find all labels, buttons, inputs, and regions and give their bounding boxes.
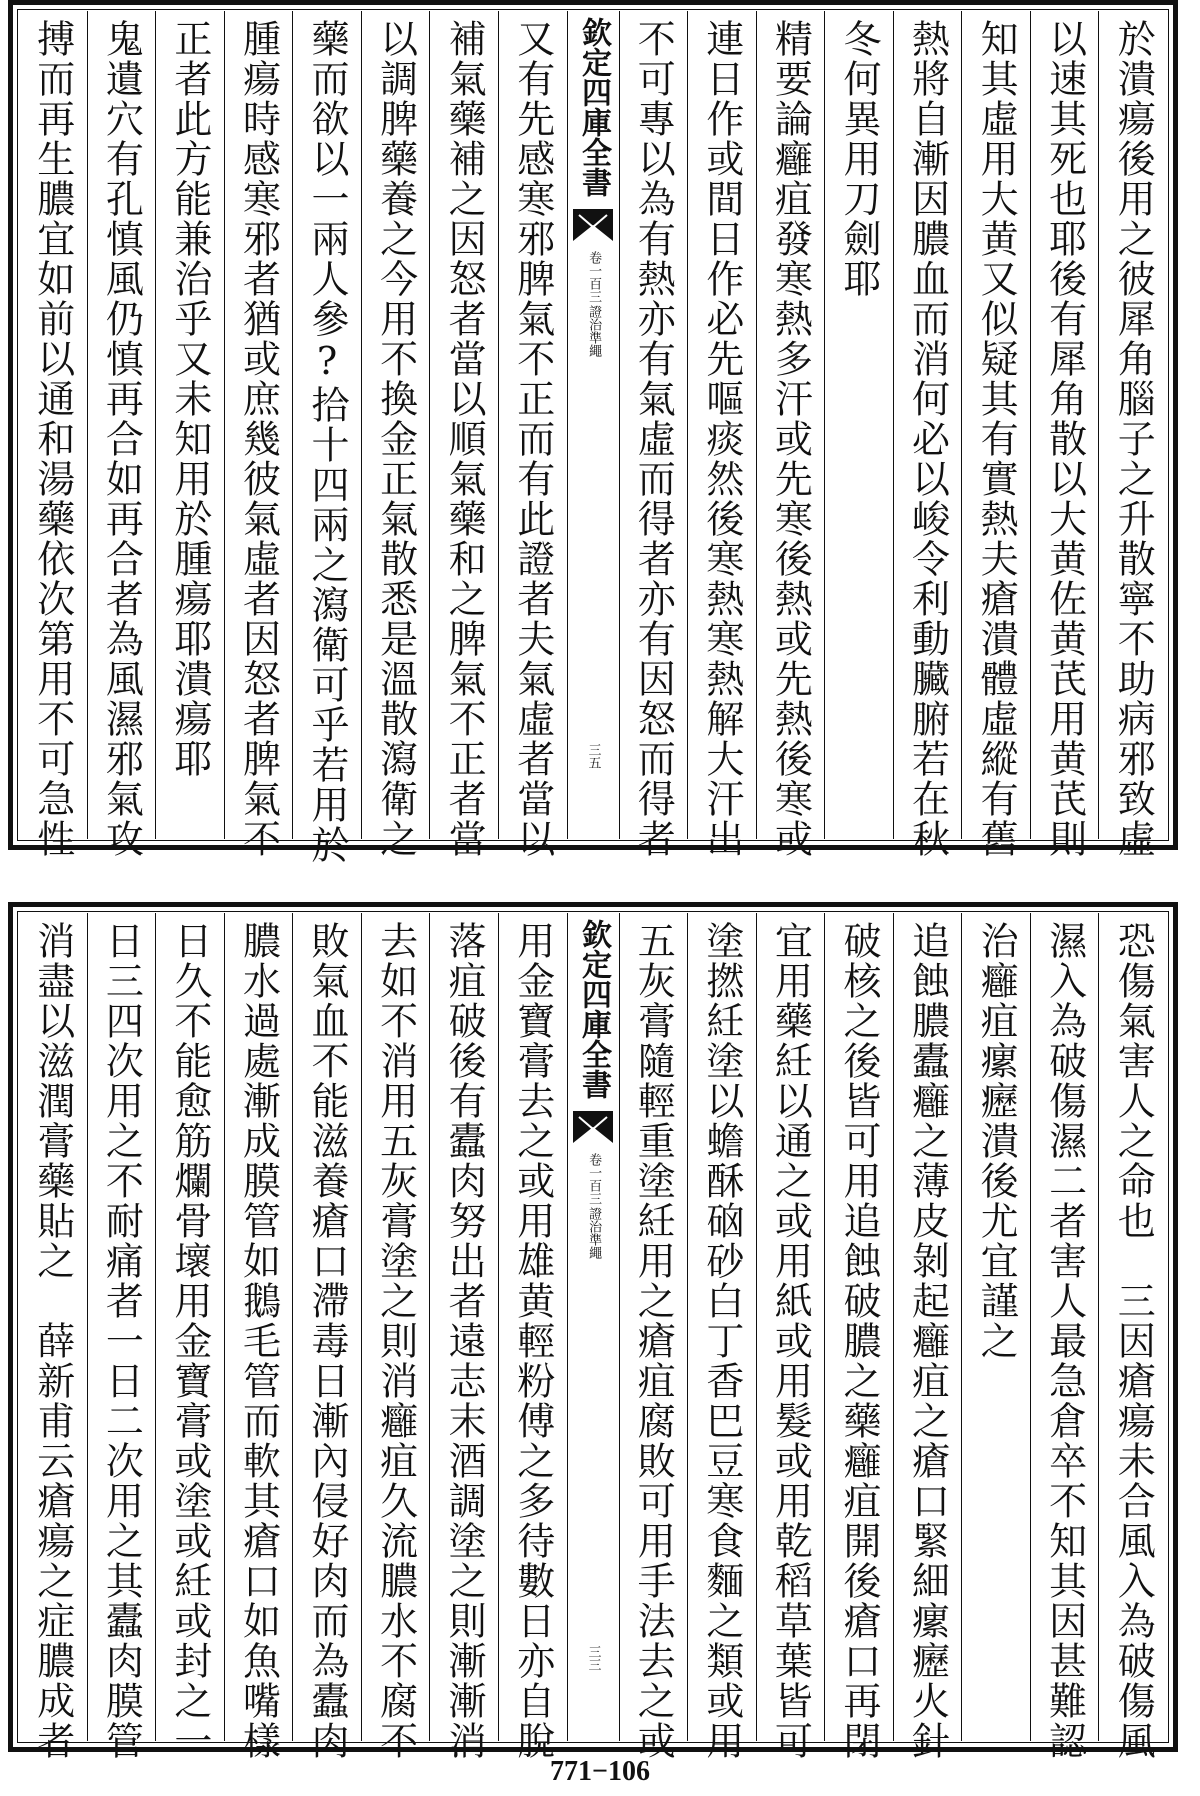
text-column xyxy=(893,11,962,859)
book-title: 欽定四庫全書 xyxy=(576,17,611,197)
column-text: 濕入為破傷濕二者害人最急倉卒不知其因甚難認 xyxy=(1042,921,1087,1761)
book-title: 欽定四庫全書 xyxy=(576,919,611,1099)
volume-label xyxy=(586,251,600,357)
volume-number: 卷一百三 xyxy=(586,251,602,303)
bottom-page xyxy=(8,902,1178,1761)
column-text: 治癰疽瘰癧潰後尤宜謹之 xyxy=(974,921,1019,1361)
text-column xyxy=(1098,11,1167,859)
text-column xyxy=(87,913,156,1761)
text-column xyxy=(1098,913,1167,1761)
text-column xyxy=(19,11,87,859)
text-column xyxy=(361,11,430,859)
column-text: 又有先感寒邪脾氣不正而有此證者夫氣虛者當以 xyxy=(510,19,555,859)
column-text: 知其虛用大黄又似疑其有實熱夫瘡潰體虛縱有舊 xyxy=(974,19,1019,859)
text-column xyxy=(893,913,962,1761)
text-column xyxy=(292,913,361,1761)
text-column xyxy=(498,913,567,1761)
column-text: 連日作或間日作必先嘔痰然後寒熱寒熱解大汗出 xyxy=(699,19,744,859)
text-column xyxy=(619,913,688,1761)
column-text: 去如不消用五灰膏塗之則消癰疽久流膿水不腐不 xyxy=(373,921,418,1761)
top-page xyxy=(8,0,1178,865)
bottom-columns xyxy=(19,913,1167,1761)
volume-book: 證治準繩 xyxy=(586,1207,602,1259)
column-text: 日三四次用之不耐痛者一日二次用之其蠹肉膜管 xyxy=(99,921,144,1761)
center-fold xyxy=(567,913,619,1741)
text-column xyxy=(429,913,498,1761)
folio-number: 三五 xyxy=(585,743,601,769)
text-column xyxy=(1030,11,1099,859)
column-text: 恐傷氣害人之命也 三因瘡瘍未合風入為破傷風 xyxy=(1111,921,1156,1761)
text-column xyxy=(824,913,893,1761)
text-column xyxy=(687,913,756,1761)
text-column xyxy=(824,11,893,839)
text-column xyxy=(961,11,1030,859)
text-column xyxy=(961,913,1030,1741)
fish-tail-mark-icon xyxy=(571,207,615,243)
column-text: 膿水過處漸成膜管如鵝毛管而軟其瘡口如魚嘴樣 xyxy=(236,921,281,1761)
column-text: 腫瘍時感寒邪者猶或庶幾彼氣虛者因怒者脾氣不 xyxy=(236,19,281,859)
column-text: 日久不能愈筋爛骨壞用金寶膏或塗或紝或封之一 xyxy=(167,921,212,1761)
text-column xyxy=(619,11,688,859)
column-text: 搏而再生膿宜如前以通和湯藥依次第用不可急性 xyxy=(30,19,75,859)
column-text: 消盡以滋潤膏藥貼之 薛新甫云瘡瘍之症膿成者 xyxy=(30,921,75,1761)
column-text: 宜用藥紝以通之或用紙或用髮或用乾稻草葉皆可 xyxy=(768,921,813,1761)
text-column xyxy=(429,11,498,859)
fish-tail-mark-icon xyxy=(571,1109,615,1145)
page-footer-number: 771−106 xyxy=(550,1756,650,1787)
volume-book: 證治準繩 xyxy=(586,305,602,357)
column-text: 破核之後皆可用追蝕破膿之藥癰疽開後瘡口再閉 xyxy=(836,921,881,1761)
text-column xyxy=(756,913,825,1761)
column-text: 補氣藥補之因怒者當以順氣藥和之脾氣不正者當 xyxy=(442,19,487,859)
text-column xyxy=(361,913,430,1761)
column-text: 用金寶膏去之或用雄黄輕粉傅之多待數日亦自脫 xyxy=(510,921,555,1761)
column-text: 追蝕膿蠹癰之薄皮剝起癰疽之瘡口緊細瘰癧火針 xyxy=(905,921,950,1761)
text-column xyxy=(155,11,224,839)
column-text: 精要論癰疽發寒熱多汗或先寒後熱或先熱後寒或 xyxy=(768,19,813,859)
column-text: 以調脾藥養之今用不換金正氣散悉是溫散瀉衛之 xyxy=(373,19,418,859)
volume-number: 卷一百三 xyxy=(586,1153,602,1205)
column-text: 五灰膏隨輕重塗紝用之瘡疽腐敗可用手法去之或 xyxy=(631,921,676,1761)
text-column xyxy=(224,913,293,1761)
text-column xyxy=(756,11,825,859)
column-text: 於潰瘍後用之彼犀角腦子之升散寧不助病邪致虛 xyxy=(1111,19,1156,859)
text-column xyxy=(498,11,567,859)
column-text: 熱將自漸因膿血而消何必以峻令利動臟腑若在秋 xyxy=(905,19,950,859)
column-text: 不可專以為有熱亦有氣虛而得者亦有因怒而得者 xyxy=(631,19,676,859)
column-text: 鬼遺穴有孔慎風仍慎再合如再合者為風濕邪氣攻 xyxy=(99,19,144,859)
column-text: 藥而欲以一兩人參?拾十四兩之瀉衛可乎若用於 xyxy=(305,19,350,865)
folio-number: 三三 xyxy=(585,1645,601,1671)
column-text: 以速其死也耶後有犀角散以大黄佐黄芪用黄芪則 xyxy=(1042,19,1087,859)
center-fold xyxy=(567,11,619,839)
top-columns xyxy=(19,11,1167,865)
text-column xyxy=(19,913,87,1761)
column-text: 正者此方能兼治乎又未知用於腫瘍耶潰瘍耶 xyxy=(167,19,212,779)
text-column xyxy=(687,11,756,859)
column-text: 敗氣血不能滋養瘡口滯毒日漸內侵好肉而為蠹肉 xyxy=(305,921,350,1761)
text-column xyxy=(224,11,293,859)
column-text: 落疽破後有蠹肉努出者遠志末酒調塗之則漸漸消 xyxy=(442,921,487,1761)
column-text: 冬何異用刀劍耶 xyxy=(836,19,881,299)
volume-label xyxy=(586,1153,600,1259)
text-column xyxy=(292,11,361,865)
text-column xyxy=(155,913,224,1761)
text-column xyxy=(87,11,156,859)
column-text: 塗撚紝塗以蟾酥硇砂白丁香巴豆寒食麵之類或用 xyxy=(699,921,744,1761)
text-column xyxy=(1030,913,1099,1761)
